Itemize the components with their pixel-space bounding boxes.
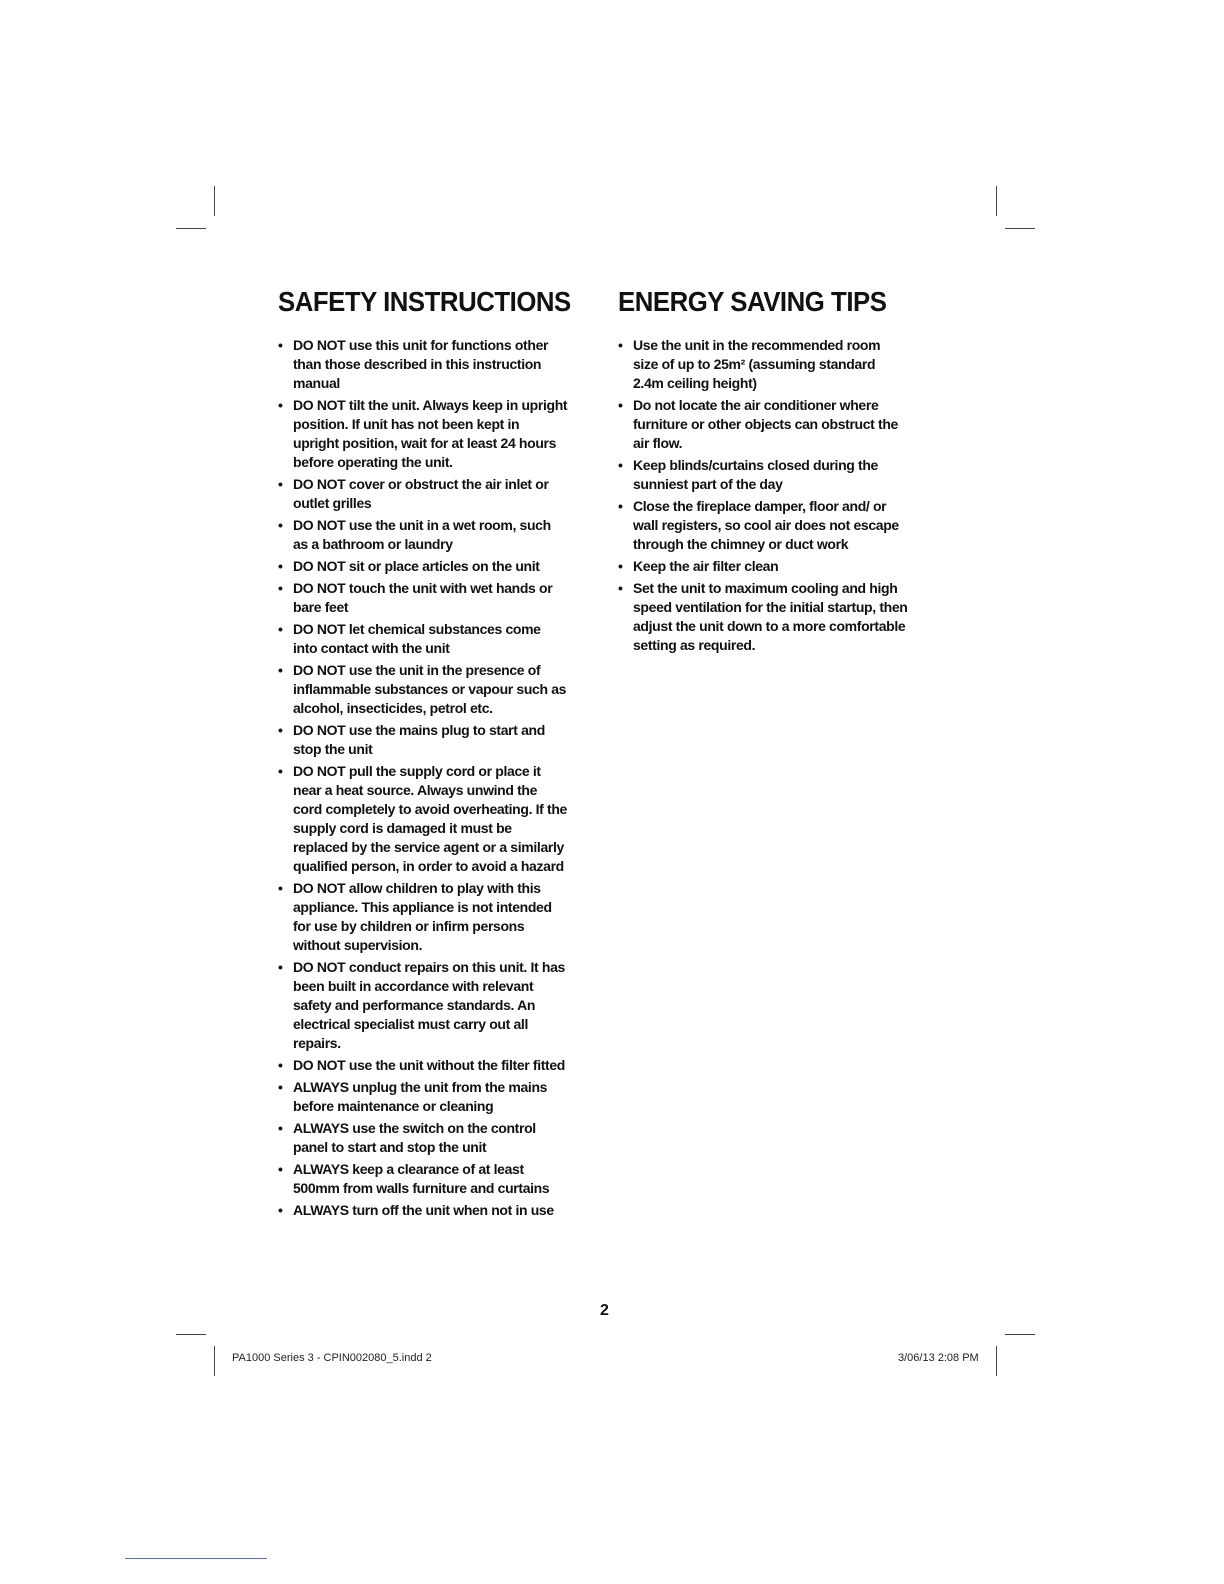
list-item: • ALWAYS unplug the unit from the mains before maintenance or cleaning: [278, 1078, 568, 1116]
list-item: • DO NOT use the unit without the filter fitted: [278, 1056, 568, 1075]
crop-mark-bottom-left-v: [214, 1346, 215, 1376]
crop-mark-top-left-v: [214, 186, 215, 216]
crop-mark-bottom-right-h: [1005, 1334, 1035, 1335]
crop-mark-top-left-h: [176, 228, 206, 229]
list-item: • DO NOT use the unit in a wet room, such as a bathroom or laundry: [278, 516, 568, 554]
safety-instructions-section: [278, 286, 571, 1223]
list-item: • DO NOT use this unit for functions other than those described in this instruction manual: [278, 336, 568, 393]
list-item: • ALWAYS keep a clearance of at least 500mm from walls furniture and curtains: [278, 1160, 568, 1198]
list-item: • Do not locate the air conditioner where furniture or other objects can obstruct the air flow.: [618, 396, 908, 453]
list-item: • Set the unit to maximum cooling and high speed ventilation for the initial startup, then adjust the unit down to a more comfortable setting as required.: [618, 579, 908, 655]
list-item: • DO NOT let chemical substances come into contact with the unit: [278, 620, 568, 658]
list-item: • ALWAYS turn off the unit when not in use: [278, 1201, 568, 1220]
energy-saving-tips-title: ENERGY SAVING TIPS: [618, 286, 887, 317]
energy-saving-tips-section: [618, 286, 908, 658]
crop-mark-top-right-v: [996, 186, 997, 216]
crop-mark-top-right-h: [1005, 228, 1035, 229]
list-item: • Close the fireplace damper, floor and/ or wall registers, so cool air does not escape through the chimney or duct work: [618, 497, 908, 554]
list-item: • DO NOT sit or place articles on the unit: [278, 557, 568, 576]
list-item: • DO NOT touch the unit with wet hands or bare feet: [278, 579, 568, 617]
list-item: • DO NOT use the unit in the presence of inflammable substances or vapour such as alcohol, insecticides, petrol etc.: [278, 661, 568, 718]
list-item: • DO NOT allow children to play with this appliance. This appliance is not intended for use by children or infirm persons without supervision.: [278, 879, 568, 955]
list-item: • DO NOT use the mains plug to start and stop the unit: [278, 721, 568, 759]
crop-mark-bottom-left-h: [176, 1334, 206, 1335]
footer-file-name: PA1000 Series 3 - CPIN002080_5.indd 2: [232, 1352, 432, 1364]
footer-date: 3/06/13 2:08 PM: [898, 1352, 979, 1364]
list-item: • Use the unit in the recommended room size of up to 25m² (assuming standard 2.4m ceiling height): [618, 336, 908, 393]
list-item: • DO NOT conduct repairs on this unit. It has been built in accordance with relevant safety and performance standards. An electrical specialist must carry out all repairs.: [278, 958, 568, 1053]
link-underline: [125, 1558, 267, 1559]
list-item: • Keep blinds/curtains closed during the sunniest part of the day: [618, 456, 908, 494]
safety-instructions-list: [278, 336, 568, 1220]
list-item: • DO NOT tilt the unit. Always keep in upright position. If unit has not been kept in upright position, wait for at least 24 hours before operating the unit.: [278, 396, 568, 472]
page-number: 2: [600, 1302, 609, 1319]
crop-mark-bottom-right-v: [996, 1346, 997, 1376]
safety-instructions-title: SAFETY INSTRUCTIONS: [278, 286, 571, 317]
list-item: • Keep the air filter clean: [618, 557, 908, 576]
list-item: • DO NOT cover or obstruct the air inlet or outlet grilles: [278, 475, 568, 513]
list-item: • DO NOT pull the supply cord or place it near a heat source. Always unwind the cord completely to avoid overheating. If the supply cord is damaged it must be replaced by the service agent or a similarly qualified person, in order to avoid a hazard: [278, 762, 568, 876]
energy-saving-tips-list: [618, 336, 908, 655]
list-item: • ALWAYS use the switch on the control panel to start and stop the unit: [278, 1119, 568, 1157]
